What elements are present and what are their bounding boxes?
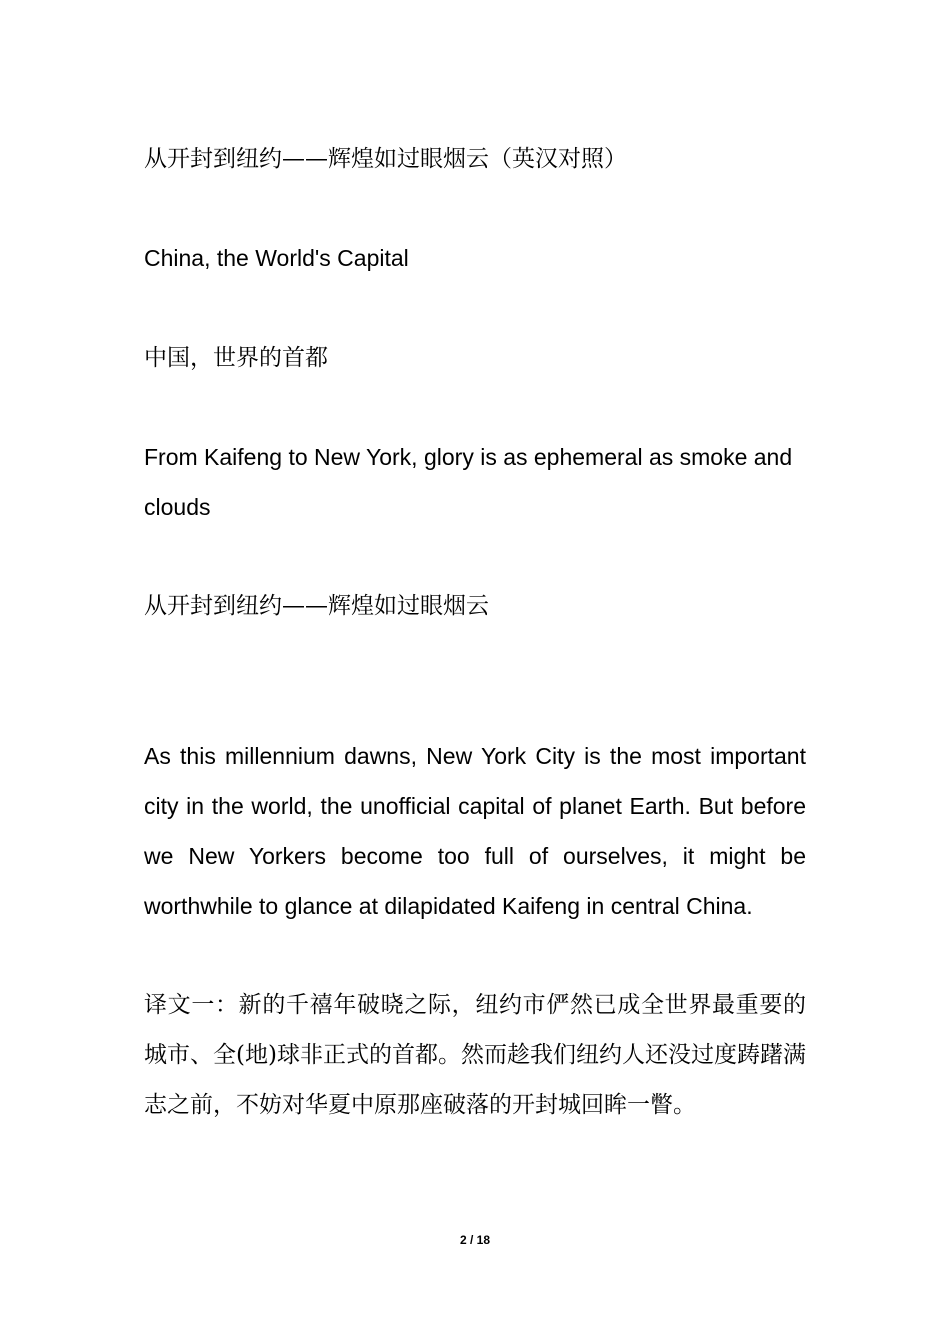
chinese-subtitle: 从开封到纽约——辉煌如过眼烟云 <box>144 593 489 619</box>
page-number: 2 / 18 <box>459 1233 491 1247</box>
english-paragraph: As this millennium dawns, New York City is the most important city in the world, the unofficial capital of planet Earth. But before we New Yorkers become too full of ourselves, it might be worthwhile to glance at dilapidated Kaifeng in central China. <box>144 743 806 919</box>
chinese-translation-paragraph: 译文一：新的千禧年破晓之际，纽约市俨然已成全世界最重要的城市、全(地)球非正式的首都。然而趁我们纽约人还没过度踌躇满志之前，不妨对华夏中原那座破落的开封城回眸一瞥。 <box>144 992 806 1118</box>
chinese-heading: 中国，世界的首都 <box>144 345 328 371</box>
document-title-chinese: 从开封到纽约——辉煌如过眼烟云（英汉对照） <box>144 146 627 172</box>
english-subtitle: From Kaifeng to New York, glory is as ephemeral as smoke and clouds <box>144 444 793 520</box>
english-heading: China, the World's Capital <box>144 245 409 271</box>
